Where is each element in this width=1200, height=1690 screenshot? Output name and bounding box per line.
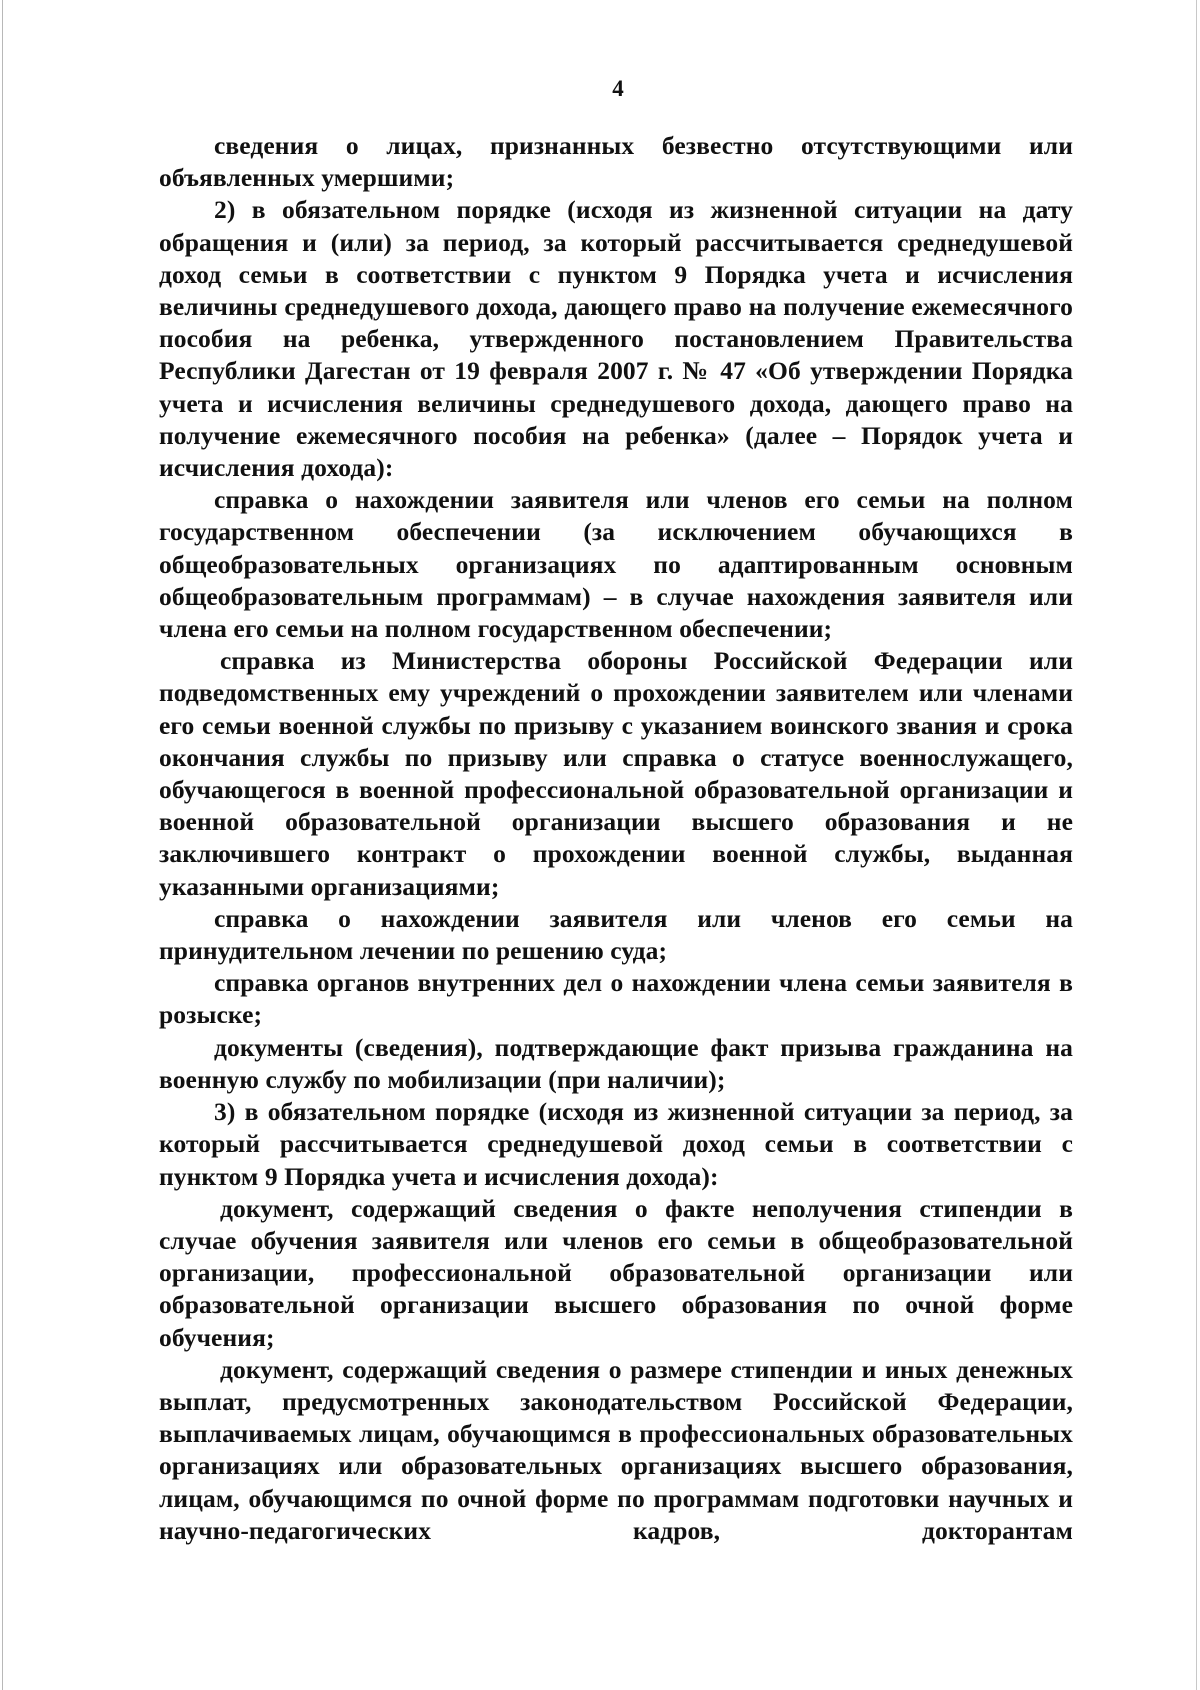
document-body xyxy=(159,130,1073,1547)
paragraph-compulsory-treatment-certificate: справка о нахождении заявителя или членов его семьи на принудительном лечении по решению суда; xyxy=(159,903,1073,966)
paragraph-state-support-certificate: справка о нахождении заявителя или членов его семьи на полном государственном обеспечении (за исключением обучающихся в общеобразовательных организациях по адаптированным основным общеобразовательным программам) – в случае нахождения заявителя или члена его семьи на полном государственном обеспечении; xyxy=(159,485,1073,644)
page-number: 4 xyxy=(612,76,624,101)
paragraph-wanted-certificate: справка органов внутренних дел о нахождении члена семьи заявителя в розыске; xyxy=(159,968,1073,1030)
paragraph-item-3: 3) в обязательном порядке (исходя из жизненной ситуации за период, за который рассчитывается среднедушевой доход семьи в соответствии с пунктом 9 Порядка учета и исчисления дохода): xyxy=(159,1097,1073,1191)
paragraph-item-2: 2) в обязательном порядке (исходя из жизненной ситуации на дату обращения и (или) за период, за который рассчитывается среднедушевой доход семьи в соответствии с пунктом 9 Порядка учета и исчисления величины среднедушевого дохода, дающего право на получение ежемесячного пособия на ребенка, утвержденного постановлением Правительства Республики Дагестан от 19 февраля 2007 г. № 47 «Об утверждении Порядка учета и исчисления величины среднедушевого дохода, дающего право на получение ежемесячного пособия на ребенка» (далее – Порядок учета и исчисления дохода): xyxy=(159,195,1073,483)
paragraph-missing-persons: сведения о лицах, признанных безвестно отсутствующими или объявленных умершими; xyxy=(159,131,1073,193)
scan-edge-right xyxy=(1196,0,1197,1690)
paragraph-mobilization-documents: документы (сведения), подтверждающие факт призыва гражданина на военную службу по мобилизации (при наличии); xyxy=(159,1032,1073,1094)
paragraph-no-scholarship-document: документ, содержащий сведения о факте неполучения стипендии в случае обучения заявителя или членов его семьи в общеобразовательной организации, профессиональной образовательной организации или образовательной организации высшего образования по очной форме обучения; xyxy=(159,1193,1073,1352)
paragraph-defense-ministry-certificate: справка из Министерства обороны Российской Федерации или подведомственных ему учреждений о прохождении заявителем или членами его семьи военной службы по призыву с указанием воинского звания и срока окончания службы по призыву или справка о статусе военнослужащего, обучающегося в военной профессиональной образовательной организации и военной образовательной организации высшего образования и не заключившего контракт о прохождении военной службы, выданная указанными организациями; xyxy=(159,646,1073,901)
scan-edge-left xyxy=(2,0,3,1690)
paragraph-scholarship-amount-document: документ, содержащий сведения о размере стипендии и иных денежных выплат, предусмотренных законодательством Российской Федерации, выплачиваемых лицам, обучающимся в профессиональных образовательных организациях или образовательных организациях высшего образования, лицам, обучающимся по очной форме по программам подготовки научных и научно-педагогических кадров, докторантам xyxy=(159,1354,1073,1545)
